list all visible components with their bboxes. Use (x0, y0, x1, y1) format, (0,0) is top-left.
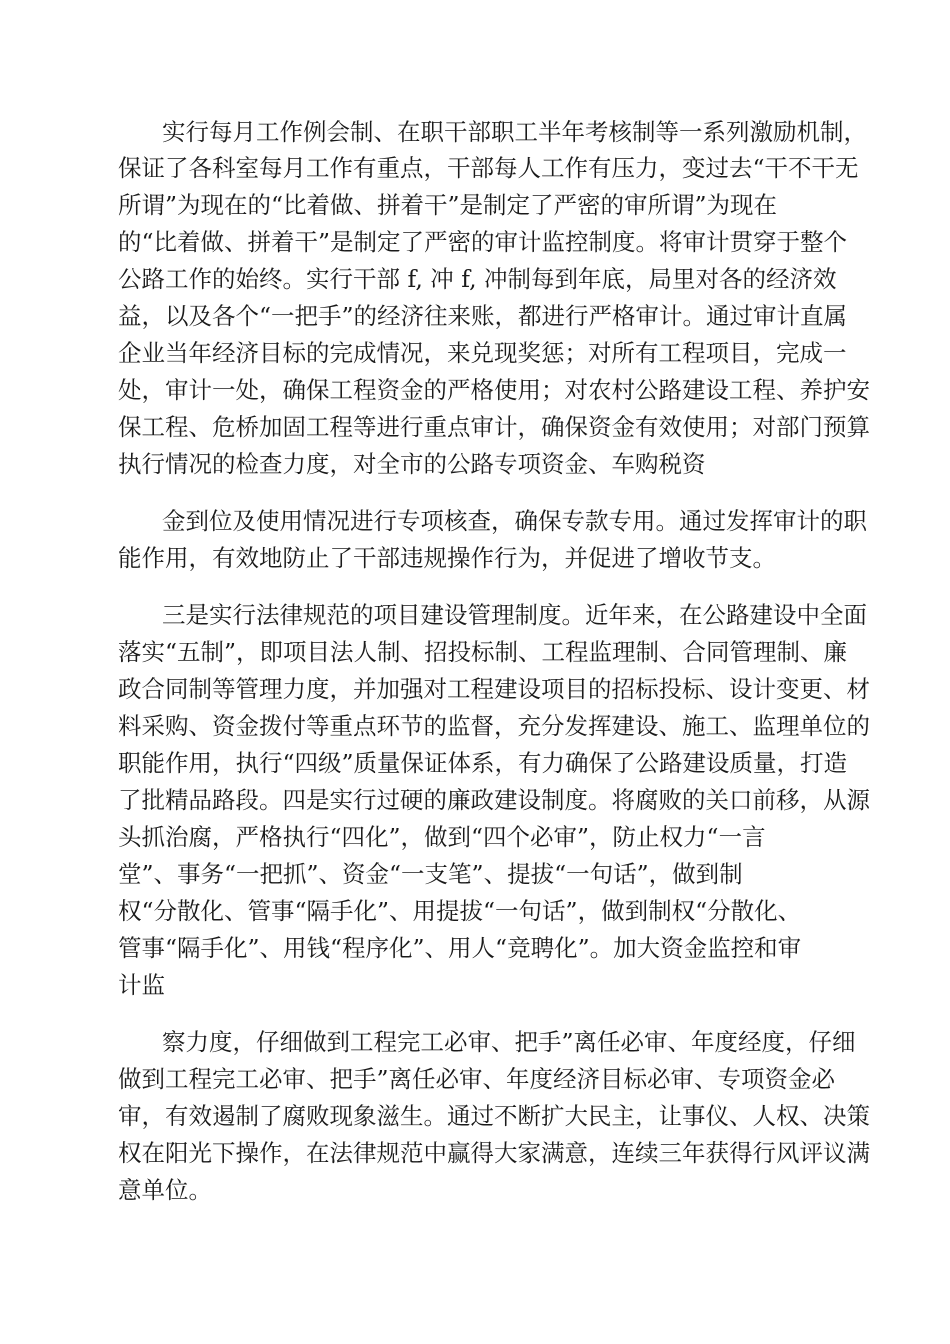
paragraph-1-line-3: 所谓”为现在的“比着做、拼着干”是制定了严密的审所谓”为现在 (118, 191, 778, 219)
paragraph-1-line-10: 执行情况的检查力度，对全市的公路专项资金、车购税资 (118, 450, 706, 478)
paragraph-4-line-1: 察力度，仔细做到工程完工必审、把手”离任必审、年度经度，仔细 (162, 1028, 856, 1056)
paragraph-3-line-8: 堂”、事务“一把抓”、资金“一支笔”、提拔“一句话”，做到制 (118, 860, 743, 888)
paragraph-3-line-9: 权“分散化、管事“隔手化”、用提拔“一句话”，做到制权“分散化、 (118, 897, 802, 925)
paragraph-1-line-6: 益，以及各个“一把手”的经济往来账，都进行严格审计。通过审计直属 (118, 302, 848, 330)
paragraph-3-line-7: 头抓治腐，严格执行“四化”，做到“四个必审”，防止权力“一言 (118, 823, 766, 851)
paragraph-4-line-4: 权在阳光下操作，在法律规范中赢得大家满意，连续三年获得行风评议满 (118, 1139, 870, 1167)
paragraph-3-line-11: 计监 (118, 971, 165, 999)
paragraph-4-line-3: 审，有效遏制了腐败现象滋生。通过不断扩大民主，让事仪、人权、决策 (118, 1102, 870, 1130)
paragraph-2-line-2: 能作用，有效地防止了干部违规操作行为，并促进了增收节支。 (118, 544, 776, 572)
paragraph-1-line-5: 公路工作的始终。实行干部 f, 冲 f, 冲制每到年底，局里对各的经济效 (118, 265, 837, 293)
paragraph-1-line-8: 处，审计一处，确保工程资金的严格使用；对农村公路建设工程、养护安 (118, 376, 870, 404)
paragraph-3-line-6: 了批精品路段。四是实行过硬的廉政建设制度。将腐败的关口前移，从源 (118, 786, 870, 814)
paragraph-2-line-1: 金到位及使用情况进行专项核查，确保专款专用。通过发挥审计的职 (162, 507, 867, 535)
paragraph-1-line-4: 的“比着做、拼着干”是制定了严密的审计监控制度。将审计贯穿于整个 (118, 228, 848, 256)
paragraph-1-line-2: 保证了各科室每月工作有重点，干部每人工作有压力，变过去“干不干无 (118, 154, 859, 182)
paragraph-4-line-5: 意单位。 (118, 1176, 212, 1204)
paragraph-1-line-9: 保工程、危桥加固工程等进行重点审计，确保资金有效使用；对部门预算 (118, 413, 870, 441)
paragraph-3-line-3: 政合同制等管理力度，并加强对工程建设项目的招标投标、设计变更、材 (118, 675, 870, 703)
paragraph-3-line-1: 三是实行法律规范的项目建设管理制度。近年来，在公路建设中全面 (162, 601, 867, 629)
paragraph-3-line-2: 落实“五制”，即项目法人制、招投标制、工程监理制、合同管理制、廉 (118, 638, 848, 666)
paragraph-3-line-10: 管事“隔手化”、用钱“程序化”、用人“竞聘化”。加大资金监控和审 (118, 934, 802, 962)
paragraph-4-line-2: 做到工程完工必审、把手”离任必审、年度经济目标必审、专项资金必 (118, 1065, 836, 1093)
paragraph-3-line-4: 料采购、资金拨付等重点环节的监督，充分发挥建设、施工、监理单位的 (118, 712, 870, 740)
paragraph-1-line-1: 实行每月工作例会制、在职干部职工半年考核制等一系列激励机制， (162, 118, 867, 146)
paragraph-3-line-5: 职能作用，执行“四级”质量保证体系，有力确保了公路建设质量，打造 (118, 749, 848, 777)
paragraph-1-line-7: 企业当年经济目标的完成情况，来兑现奖惩；对所有工程项目，完成一 (118, 339, 847, 367)
